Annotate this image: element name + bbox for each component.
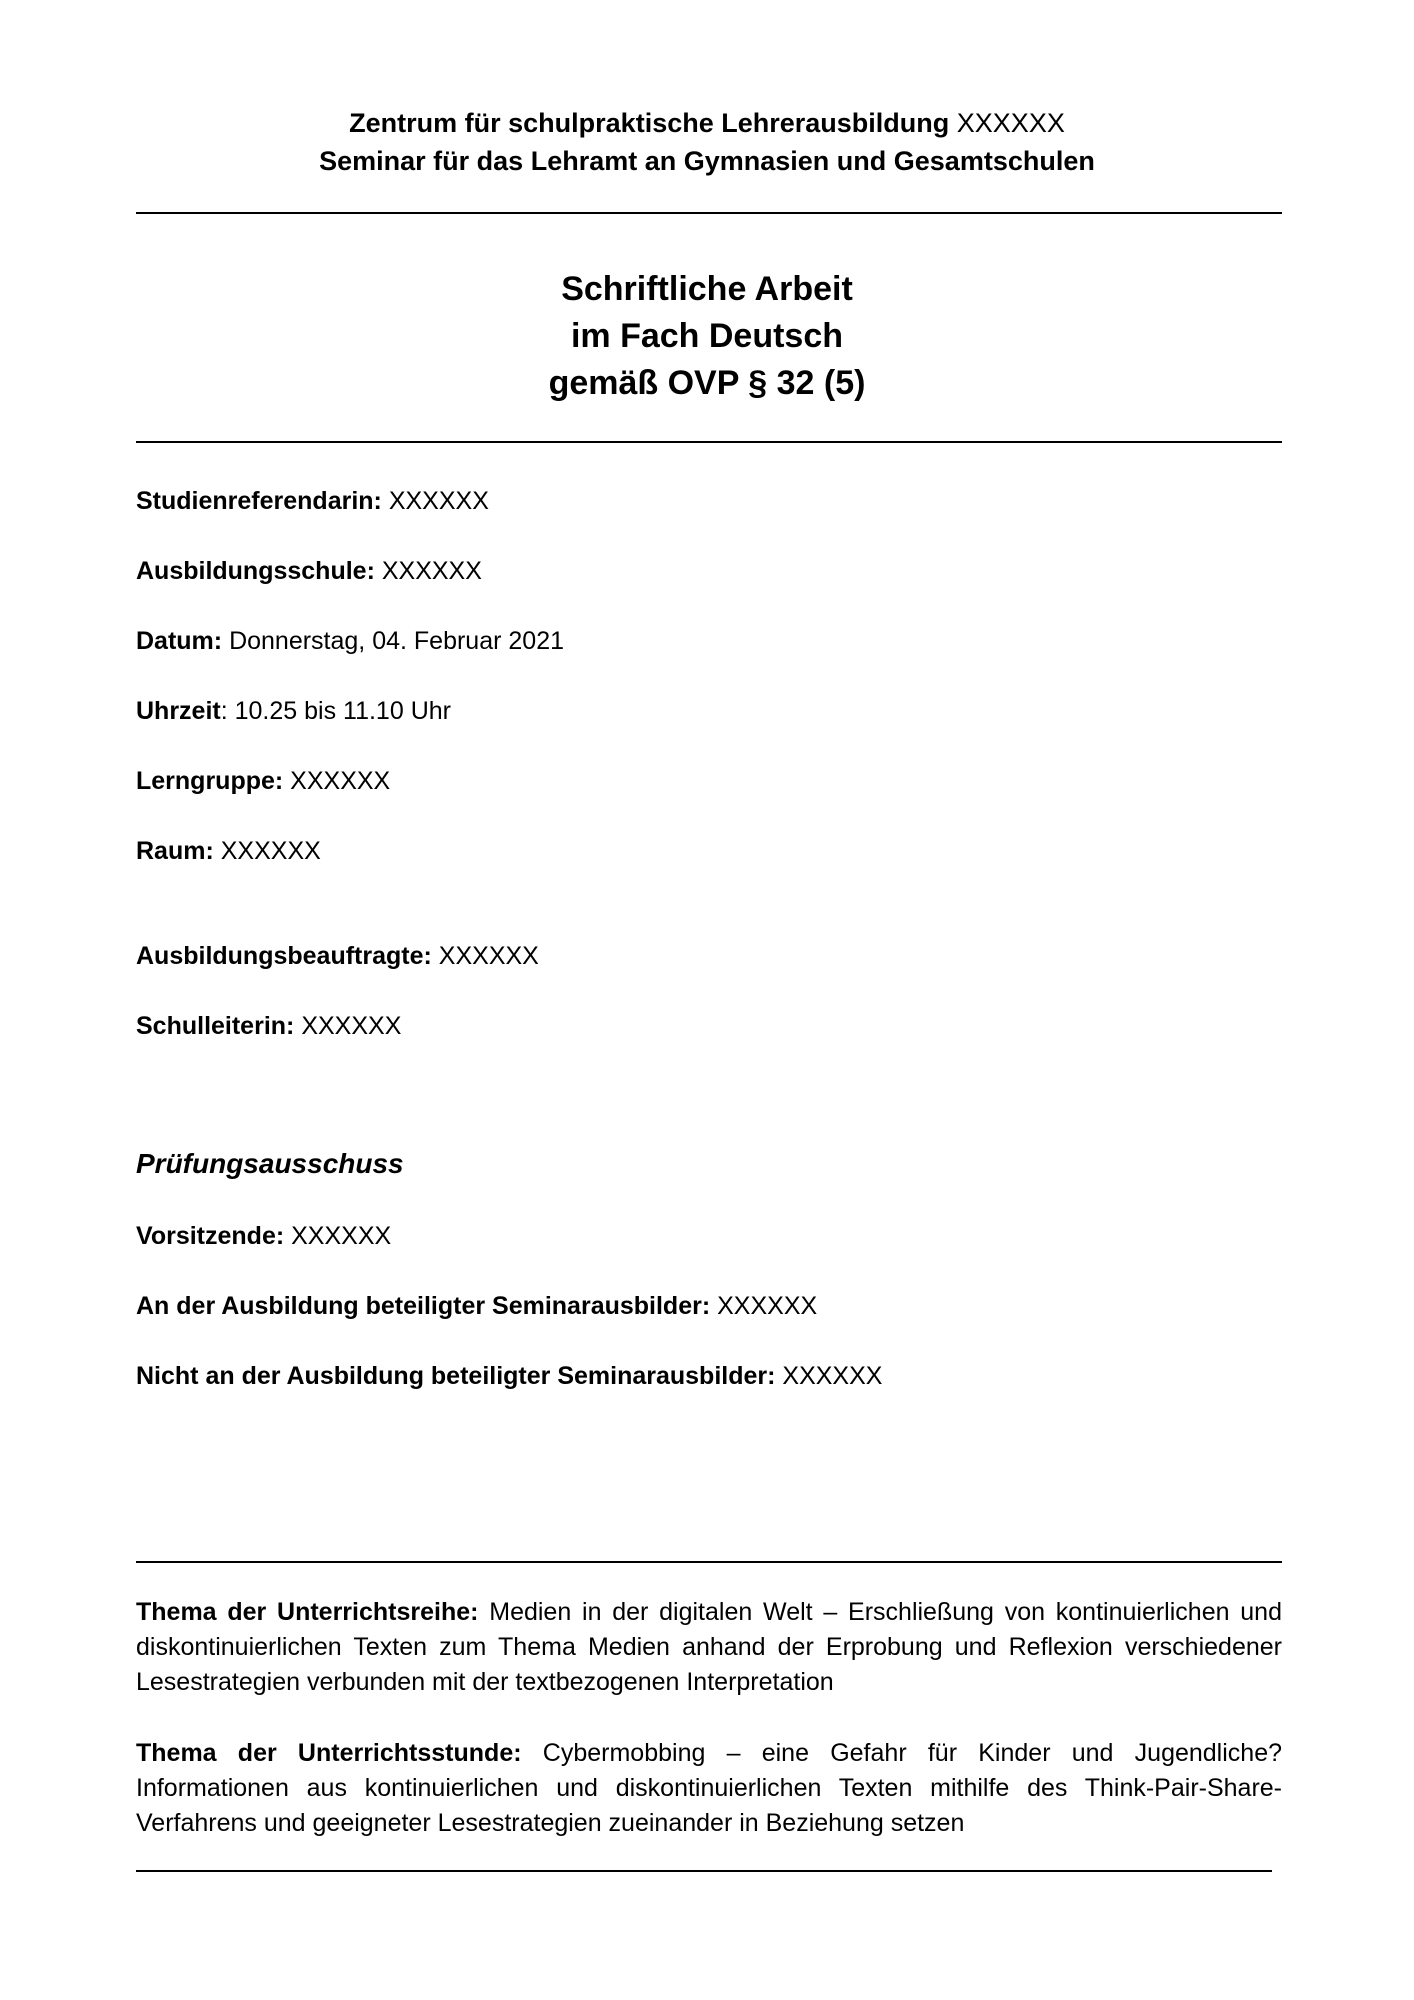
topic-text: Medien in der digitalen Welt – Erschließung von kontinuierlichen und diskontinuierlichen Texten zum Thema Medien anhand der Erprobung und Reflexion verschiedener Lesestrategien verbunden mit der textbezogenen Interpretation [136, 1598, 1282, 1696]
topic-label: Thema der Unterrichtsreihe: [136, 1598, 479, 1626]
field-beteiligter-seminarausbilder [136, 1290, 817, 1322]
institution-header [0, 104, 1414, 180]
topic-label: Thema der Unterrichtsstunde: [136, 1739, 522, 1767]
field-label: Nicht an der Ausbildung beteiligter Seminarausbilder: [136, 1362, 776, 1390]
document-title [0, 266, 1414, 407]
field-value: XXXXXX [717, 1292, 818, 1320]
field-vorsitzende [136, 1220, 391, 1252]
field-value: XXXXXX [301, 1012, 402, 1040]
field-label: Datum: [136, 627, 223, 655]
thema-unterrichtsreihe [136, 1595, 1282, 1700]
field-label: Studienreferendarin: [136, 487, 382, 515]
field-value: : 10.25 bis 11.10 Uhr [220, 697, 451, 725]
field-value: XXXXXX [290, 767, 391, 795]
field-value: XXXXXX [381, 557, 482, 585]
institution-placeholder: XXXXXX [956, 108, 1065, 138]
institution-line-1 [0, 104, 1414, 142]
divider-top [136, 212, 1282, 214]
field-uhrzeit [136, 695, 451, 727]
field-lerngruppe [136, 765, 390, 797]
title-line-3: gemäß OVP § 32 (5) [548, 364, 866, 402]
field-value: XXXXXX [291, 1222, 392, 1250]
institution-name: Zentrum für schulpraktische Lehrerausbildung [349, 108, 950, 138]
seminar-line: Seminar für das Lehramt an Gymnasien und Gesamtschulen [319, 146, 1095, 176]
divider-bottom [136, 1870, 1272, 1872]
field-label: An der Ausbildung beteiligter Seminarausbilder: [136, 1292, 711, 1320]
field-studienreferendarin [136, 485, 489, 517]
field-label: Vorsitzende: [136, 1222, 285, 1250]
field-label: Raum: [136, 837, 214, 865]
field-value: XXXXXX [388, 487, 489, 515]
field-label: Schulleiterin: [136, 1012, 295, 1040]
divider-themen [136, 1561, 1282, 1563]
title-line-2: im Fach Deutsch [570, 317, 844, 355]
field-schulleiterin [136, 1010, 401, 1042]
topic-text: Cybermobbing – eine Gefahr für Kinder und Jugendliche? Informationen aus kontinuierlichen und diskontinuierlichen Texten mithilfe des Think-Pair-Share-Verfahrens und geeigneter Lesestrategien zueinander in Beziehung setzen [136, 1739, 1283, 1837]
pruefungsausschuss-heading: Prüfungsausschuss [136, 1148, 404, 1179]
field-nicht-beteiligter-seminarausbilder [136, 1360, 882, 1392]
field-ausbildungsbeauftragte [136, 940, 539, 972]
field-ausbildungsschule [136, 555, 482, 587]
field-value: Donnerstag, 04. Februar 2021 [229, 627, 564, 655]
field-label: Lerngruppe: [136, 767, 284, 795]
divider-title [136, 441, 1282, 443]
field-label: Ausbildungsschule: [136, 557, 375, 585]
field-datum [136, 625, 564, 657]
field-value: XXXXXX [782, 1362, 883, 1390]
thema-unterrichtsstunde [136, 1736, 1282, 1841]
field-value: XXXXXX [438, 942, 539, 970]
title-line-1: Schriftliche Arbeit [561, 270, 853, 308]
field-value: XXXXXX [220, 837, 321, 865]
field-raum [136, 835, 321, 867]
field-label: Uhrzeit [136, 697, 221, 725]
field-label: Ausbildungsbeauftragte: [136, 942, 432, 970]
